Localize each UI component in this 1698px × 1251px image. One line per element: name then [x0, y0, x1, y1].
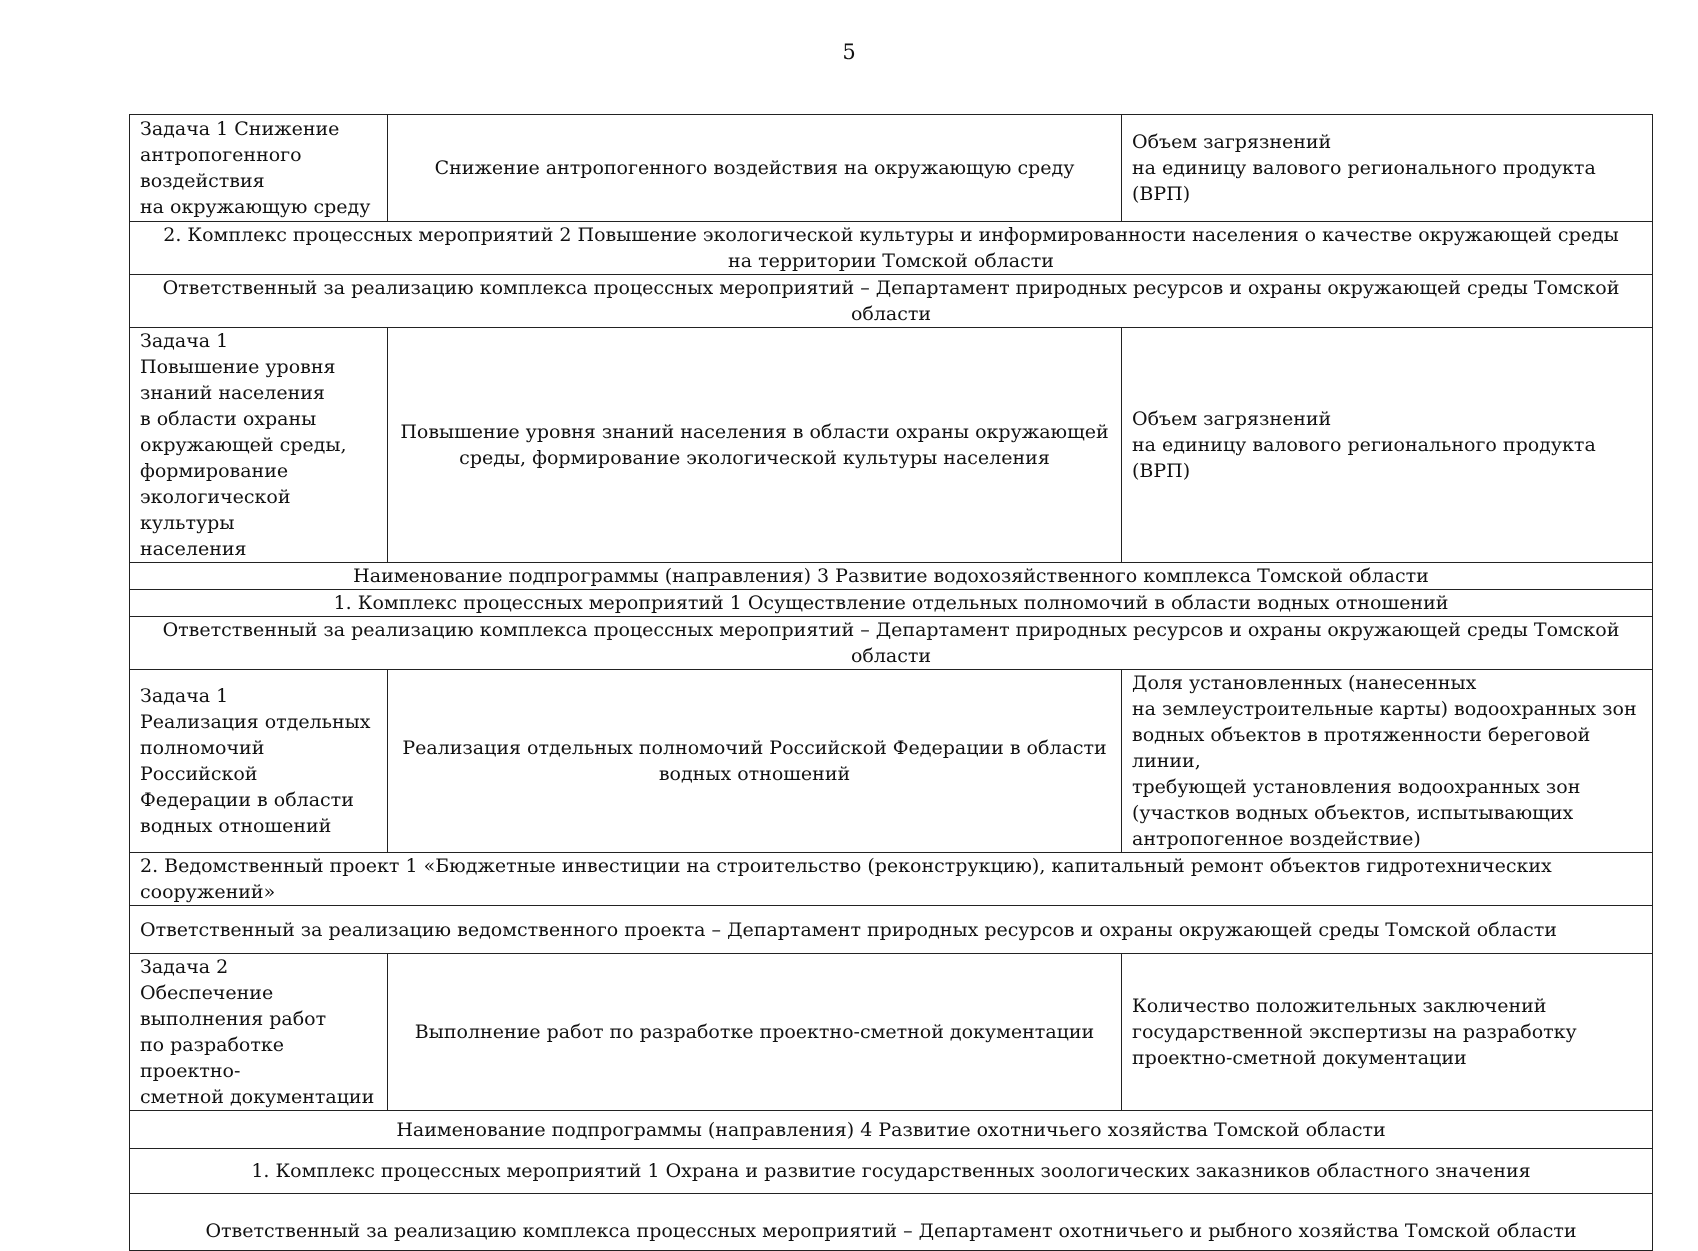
responsible-row — [130, 275, 1653, 328]
page-number: 5 — [842, 40, 856, 64]
section-heading: 1. Комплекс процессных мероприятий 1 Охрана и развитие государственных зоологических заказников областного значения — [130, 1149, 1653, 1194]
responsible-row — [130, 906, 1653, 954]
indicator-cell: Количество положительных заключений государственной экспертизы на разработку проектно-сметной документации — [1122, 954, 1653, 1111]
responsible-text: Ответственный за реализацию комплекса процессных мероприятий – Департамент охотничьего и рыбного хозяйства Томской области — [130, 1194, 1653, 1251]
section-heading: 1. Комплекс процессных мероприятий 1 Осуществление отдельных полномочий в области водных отношений — [130, 590, 1653, 617]
task-cell: Задача 1 Повышение уровня знаний населения в области охраны окружающей среды, формирование экологической культуры населения — [130, 328, 388, 563]
responsible-text: Ответственный за реализацию комплекса процессных мероприятий – Департамент природных ресурсов и охраны окружающей среды Томской области — [130, 617, 1653, 670]
task-row — [130, 115, 1653, 222]
subprogram-heading: Наименование подпрограммы (направления) 3 Развитие водохозяйственного комплекса Томской области — [130, 563, 1653, 590]
task-cell: Задача 1 Снижение антропогенного воздействия на окружающую среду — [130, 115, 388, 222]
indicator-cell: Доля установленных (нанесенных на землеустроительные карты) водоохранных зон водных объектов в протяженности береговой линии, требующей установления водоохранных зон (участков водных объектов, испытывающих антропогенное воздействие) — [1122, 670, 1653, 853]
result-cell: Повышение уровня знаний населения в области охраны окружающей среды, формирование экологической культуры населения — [388, 328, 1122, 563]
section-row — [130, 222, 1653, 275]
result-cell: Снижение антропогенного воздействия на окружающую среду — [388, 115, 1122, 222]
goals-table — [129, 114, 1653, 1251]
result-cell: Реализация отдельных полномочий Российской Федерации в области водных отношений — [388, 670, 1122, 853]
task-cell: Задача 2 Обеспечение выполнения работ по разработке проектно- сметной документации — [130, 954, 388, 1111]
indicator-cell: Объем загрязнений на единицу валового регионального продукта (ВРП) — [1122, 115, 1653, 222]
section-heading: 2. Комплекс процессных мероприятий 2 Повышение экологической культуры и информированности населения о качестве окружающей среды на территории Томской области — [130, 222, 1653, 275]
indicator-cell: Объем загрязнений на единицу валового регионального продукта (ВРП) — [1122, 328, 1653, 563]
task-row — [130, 328, 1653, 563]
subprogram-row — [130, 1111, 1653, 1149]
section-row — [130, 1149, 1653, 1194]
responsible-text: Ответственный за реализацию комплекса процессных мероприятий – Департамент природных ресурсов и охраны окружающей среды Томской области — [130, 275, 1653, 328]
project-row — [130, 853, 1653, 906]
task-row — [130, 670, 1653, 853]
section-row — [130, 590, 1653, 617]
task-row — [130, 954, 1653, 1111]
project-heading: 2. Ведомственный проект 1 «Бюджетные инвестиции на строительство (реконструкцию), капитальный ремонт объектов гидротехнических сооружений» — [130, 853, 1653, 906]
responsible-row — [130, 617, 1653, 670]
responsible-text: Ответственный за реализацию ведомственного проекта – Департамент природных ресурсов и охраны окружающей среды Томской области — [130, 906, 1653, 954]
task-cell: Задача 1 Реализация отдельных полномочий Российской Федерации в области водных отношений — [130, 670, 388, 853]
result-cell: Выполнение работ по разработке проектно-сметной документации — [388, 954, 1122, 1111]
subprogram-heading: Наименование подпрограммы (направления) 4 Развитие охотничьего хозяйства Томской области — [130, 1111, 1653, 1149]
subprogram-row — [130, 563, 1653, 590]
responsible-row — [130, 1194, 1653, 1251]
